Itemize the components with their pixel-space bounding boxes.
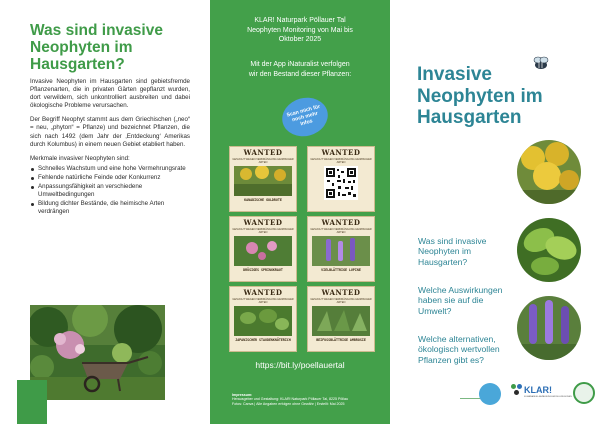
poster-caption: KANADISCHE GOLDRUTE xyxy=(244,198,282,202)
poster-title: WANTED xyxy=(243,218,283,227)
left-body xyxy=(30,78,190,217)
wanted-poster xyxy=(229,146,297,212)
lupine-image xyxy=(312,236,370,266)
monitoring-header: KLAR! Naturpark Pöllauer Tal Neophyten Monitoring von Mai bis Oktober 2025 xyxy=(247,17,353,43)
region-seal-icon xyxy=(573,382,595,404)
question-1: Was sind invasive Neophyten im Hausgarten? xyxy=(418,236,487,267)
klar-logo-subtext: KLIMAWANDEL-ANPASSUNGSMODELLREGIONEN xyxy=(524,396,572,398)
right-panel xyxy=(400,0,600,424)
poster-title: WANTED xyxy=(321,148,361,157)
imprint-credits: Fotos: Canva | Alle Angaben erfolgen ohne Gewähr | Erstellt: Mai 2025 xyxy=(232,401,345,406)
wanted-poster xyxy=(229,216,297,282)
naturpark-logo-icon xyxy=(479,383,501,405)
feature-item: Anpassungsfähigkeit an verschiedene Umweltbedingungen xyxy=(30,183,190,199)
wanted-poster-qr xyxy=(307,146,375,212)
etymology-paragraph: Der Begriff Neophyt stammt aus dem Griechischen („neo“ = neu, „phyton“ = Pflanze) und bezeichnet Pflanzen, die sich nach 1492 (dem Jahr der ‚Entdeckung‘ Amerikas durch Kolumbus) in einem neuen Gebiet etabliert haben. xyxy=(30,116,190,148)
question-3: Welche alternativen, ökologisch wertvollen Pflanzen gibt es? xyxy=(418,334,500,365)
features-list xyxy=(30,165,190,217)
himalayan-balsam-image xyxy=(234,236,292,266)
goldenrod-circle-photo xyxy=(517,140,581,204)
question-2: Welche Auswirkungen haben sie auf die Umwelt? xyxy=(418,285,503,316)
poster-title: WANTED xyxy=(321,288,361,297)
poster-subtitle: GESUCHT WEGEN VERDRÄNGUNG HEIMISCHER ARTEN xyxy=(310,298,372,304)
poster-caption: JAPANISCHER STAUDENKNÖTERICH xyxy=(235,338,291,342)
green-corner-block xyxy=(17,380,47,424)
partner-logos xyxy=(475,381,600,407)
cover-title: Invasive Neophyten im Hausgarten xyxy=(417,64,543,128)
poster-title: WANTED xyxy=(243,288,283,297)
wanted-poster xyxy=(229,286,297,352)
klar-logo-text: KLAR! xyxy=(524,385,552,395)
japanese-knotweed-image xyxy=(234,306,292,336)
inaturalist-intro: Mit der App iNaturalist verfolgen wir den Bestand dieser Pflanzen: xyxy=(248,61,352,78)
garden-wheelbarrow-photo xyxy=(30,305,165,400)
qr-code-icon[interactable] xyxy=(324,166,358,200)
poster-subtitle: GESUCHT WEGEN VERDRÄNGUNG HEIMISCHER ARTEN xyxy=(232,158,294,164)
bitly-link[interactable]: https://bit.ly/poellauertal xyxy=(255,360,345,370)
poster-title: WANTED xyxy=(321,218,361,227)
poster-subtitle: GESUCHT WEGEN VERDRÄNGUNG HEIMISCHER ARTEN xyxy=(232,228,294,234)
imprint-publisher: Herausgeber und Gestaltung: KLAR! Naturpark Pöllauer Tal, 8225 Pöllau xyxy=(232,397,349,402)
poster-caption: BEIFUSSBLÄTTRIGE AMBROSIE xyxy=(316,338,366,342)
ambrosia-image xyxy=(312,306,370,336)
middle-panel xyxy=(210,0,390,424)
klar-dots-icon xyxy=(511,384,523,396)
wanted-poster xyxy=(307,286,375,352)
left-panel xyxy=(0,0,200,424)
imprint xyxy=(232,393,382,406)
definition-paragraph: Invasive Neophyten im Hausgarten sind gebietsfremde Pflanzenarten, die in privaten Gärten gepflanzt wurden, dort verwildern, sich unkontrolliert ausbreiten und dabei ökologische Probleme verursachen. xyxy=(30,78,190,110)
imprint-label: Impressum: xyxy=(232,393,253,397)
poster-subtitle: GESUCHT WEGEN VERDRÄNGUNG HEIMISCHER ARTEN xyxy=(232,298,294,304)
poster-subtitle: GESUCHT WEGEN VERDRÄNGUNG HEIMISCHER ARTEN xyxy=(310,228,372,234)
goldenrod-image xyxy=(234,166,292,196)
wanted-poster xyxy=(307,216,375,282)
poster-title: WANTED xyxy=(243,148,283,157)
scan-me-badge: Scan mich für noch mehr Infos xyxy=(278,93,332,142)
feature-item: Fehlende natürliche Feinde oder Konkurrenz xyxy=(30,174,190,182)
klar-logo xyxy=(511,383,572,405)
wanted-posters-grid xyxy=(229,146,375,352)
lupine-circle-photo xyxy=(517,296,581,360)
features-heading: Merkmale invasiver Neophyten sind: xyxy=(30,154,130,162)
feature-item: Bildung dichter Bestände, die heimische Arten verdrängen xyxy=(30,200,190,216)
poster-caption: DRÜSIGES SPRINGKRAUT xyxy=(243,268,283,272)
poster-subtitle: GESUCHT WEGEN VERDRÄNGUNG HEIMISCHER ARTEN xyxy=(310,158,372,164)
leaves-circle-photo xyxy=(517,218,581,282)
poster-caption: VIELBLÄTTRIGE LUPINE xyxy=(321,268,361,272)
feature-item: Schnelles Wachstum und eine hohe Vermehrungsrate xyxy=(30,165,190,173)
left-title: Was sind invasive Neophyten im Hausgarten? xyxy=(30,22,163,73)
